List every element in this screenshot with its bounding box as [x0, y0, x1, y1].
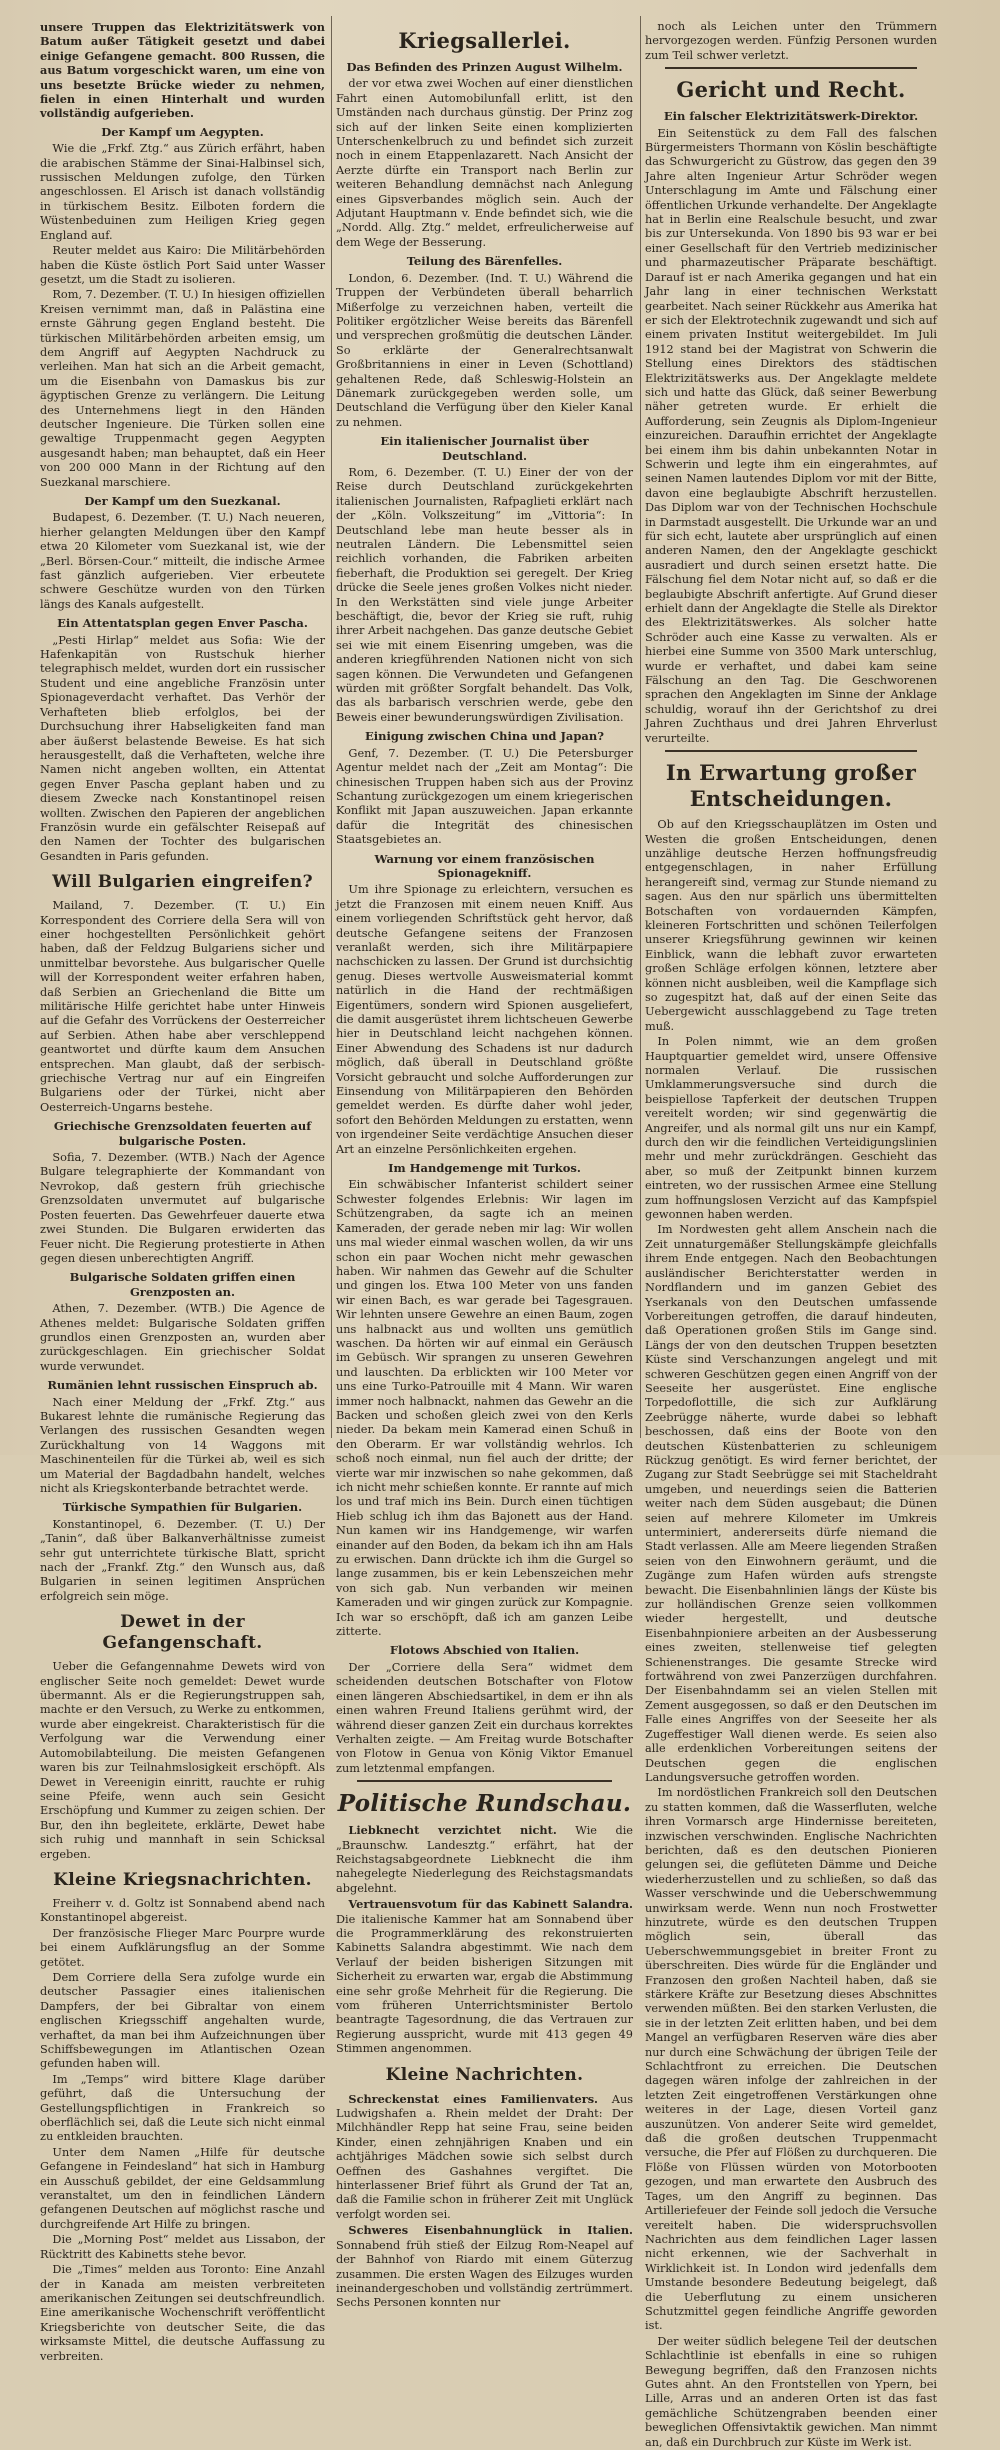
headline: Dewet in der Gefangenschaft. — [102, 1612, 263, 1654]
lead-in: Liebknecht verzichtet nicht. — [348, 1823, 557, 1838]
paragraph: Wie die „Braunschw. Landesztg.“ erfährt, hat der Reichstagsabgeordnete Liebknecht die ihm nahegelegte Niederlegung des Reichstagsmandats abgelehnt. — [336, 1824, 633, 1895]
paragraph: Ob auf den Kriegsschauplätzen im Osten und Westen die großen Entscheidungen, denen unzählige deutsche Herzen hoffnungsfreudig entgegenschlagen, in naher Erfüllung herangereift sind, vermag zur Stunde niemand zu sagen. Aus den nur spärlich uns übermittelten Botschaften von vordauernden Kämpfen, kleineren Fortschritten und schönen Teilerfolgen unserer Kriegsführung gewinnen wir keinen Einblick, wann die lebhaft zuvor erwarteten großen Schläge erfolgen können, letztere aber können nicht ausbleiben, weil die Kampflage sich so zugespitzt hat, daß auf der einen Seite das Uebergewicht ausschlaggebend zu Tage treten muß. — [645, 818, 937, 1033]
article-continuation: noch als Leichen unter den Trümmern hervorgezogen werden. Fünfzig Personen wurden zum Teil schwer verletzt. — [645, 20, 937, 62]
paragraph: Die „Morning Post“ meldet aus Lissabon, der Rücktritt des Kabinetts stehe bevor. — [40, 2233, 325, 2261]
headline: Kleine Kriegsnachrichten. — [53, 1869, 312, 1890]
paragraph: Der weiter südlich belegene Teil der deutschen Schlachtlinie ist ebenfalls in eine so ruhigen Bewegung begriffen, daß den Franzosen nichts Gutes ahnt. An den Frontstellen von Ypern, bei Lille, Arras und an anderen Orten ist das fast gemächliche Schützengraben beenden einer beweglichen Offensivtaktik gewichen. Man nimmt an, daß ein Durchbruch zur Küste im Werk ist. — [645, 2334, 937, 2449]
paragraph: Wie die „Frkf. Ztg.“ aus Zürich erfährt, haben die arabischen Stämme der Sinai-Halbinsel sich, russischen Meldungen zufolge, den Türken angeschlossen. El Arisch ist danach vollständig in türkischem Besitz. Eilboten fordern die Wüstenbeduinen zum Heiligen Krieg gegen England auf. — [40, 142, 325, 242]
paragraph: Im nordöstlichen Frankreich soll den Deutschen zu statten kommen, daß die Wasserfluten, welche ihren Vormarsch arge Hindernisse bereiteten, inzwischen verschwinden. Englische Nachrichten berichten, daß es den deutschen Pionieren gelungen sei, die geflüteten Dämme und Deiche wiederherzustellen und zu schließen, so daß das Wasser verschwinde und die Ueberschwemmung unwirksam werde. Wenn nun noch Frostwetter hinzutrete, würde es den deutschen Truppen möglich sein, überall das Ueberschwemmungsgebiet in breiter Front zu überschreiten. Dies würde für die Engländer und Franzosen den großen Nachteil haben, daß sie stärkere Kräfte zur Besetzung dieses Abschnittes verwenden müßten. Bei den starken Verlusten, die sie in der letzten Zeit erlitten haben, und bei dem Mangel an verfügbaren Reserven wäre dies aber nur durch eine Schwächung der übrigen Teile der Schlachtfront zu erreichen. Die Deutschen dagegen wären infolge der zahlreichen in der letzten Zeit eingetroffenen Verstärkungen ohne weiteres in der Lage, diesen Vorteil ganz auszunützen. Von anderer Seite wird gemeldet, daß die großen deutschen Truppenmacht versuche, die Pfer auf Flößen zu durchqueren. Die Flöße von Flüssen würden von Motorbooten gezogen, und man erwartete den Ausbruch des Tages, um den Angriff zu beginnen. Das Artilleriefeuer der Feinde soll jedoch die Versuche vereitelt haben. Die widerspruchsvollen Nachrichten aus dem feindlichen Lager lassen nicht erkennen, wie der Sachverhalt in Wirklichkeit ist. In London wird jedenfalls dem Umstande besondere Bedeutung beigelegt, daß die Ueberflutung zu einem unsicheren Schutzmittel gegen feindliche Angriffe geworden ist. — [645, 1786, 937, 2333]
headline: Kriegsallerlei. — [398, 28, 571, 53]
paragraph: Genf, 7. Dezember. (T. U.) Die Petersburger Agentur meldet nach der „Zeit am Montag“: Die chinesischen Truppen haben sich aus der Provinz Schantung zurückgezogen um einem kriegerischen Konflikt mit Japan auszuweichen. Japan erkannte dafür die Integrität des chinesischen Staatsgebietes an. — [336, 746, 633, 847]
paragraph: Im Nordwesten geht allem Anschein nach die Zeit unnaturgemäßer Stellungskämpfe gleichfalls ihrem Ende entgegen. Nach den Beobachtungen ausländischer Berichterstatter werden in Nordflandern und im ganzen Gebiet des Yserkanals von den Deutschen umfassende Vorbereitungen getroffen, die darauf hindeuten, daß Operationen großen Stils im Gange sind. Längs der von den deutschen Truppen besetzten Küste sind Verschanzungen angelegt und mit schweren Geschützen gegen einen Angriff von der Seeseite her ausgerüstet. Eine englische Torpedoflottille, die sich zur Aufklärung Zeebrügge näherte, wurde dabei so lebhaft beschossen, daß eins der Boote von den deutschen Küstenbatterien zu schleunigem Rückzug genötigt. Es wird ferner berichtet, der Zugang zur Stadt Seebrügge sei mit Stacheldraht umgeben, und neuerdings seien die Batterien weiter nach dem Süden ausgebaut; die Dünen seien auf mehrere Kilometer im Umkreis unterminiert, andererseits dürfe niemand die Stadt verlassen. Alle am Meere liegenden Straßen seien von den Einwohnern geräumt, und die Zugänge zum Hafen würden aufs strengste bewacht. Die Eisenbahnlinien längs der Küste bis zur holländischen Grenze seien vollkommen wieder hergestellt, und deutsche Eisenbahnpioniere arbeiten an der Ausbesserung eines zweiten, stellenweise tief gelegten Schienenstranges. Die gesamte Strecke wird fortwährend von zwei Panzerzügen durchfahren. Der Eisenbahndamm sei an vielen Stellen mit Zement ausgegossen, so daß er den Deutschen im Falle eines Angriffes von der Seeseite her als Zugeffestiger Wall dienen werde. Es seien also alle erdenklichen Vorbereitungen seitens der Deutschen gegen die englischen Landungsversuche getroffen worden. — [645, 1223, 937, 1784]
paragraph: Die italienische Kammer hat am Sonnabend über die Programmerklärung des rekonstruierten Kabinetts Salandra abgestimmt. Wie nach dem Verlauf der beiden bisherigen Sitzungen mit Sicherheit zu erwarten war, ergab die Abstimmung eine sehr große Mehrheit für die Regierung. Die vom früheren Unterrichtsminister Bertolo beantragte Tagesordnung, die das Vertrauen zur Regierung ausspricht, wurde mit 413 gegen 49 Stimmen angenommen. — [336, 1912, 633, 2056]
paragraph: Ueber die Gefangennahme Dewets wird von englischer Seite noch gemeldet: Dewet wurde übermannt. Als er die Regierungstruppen sah, machte er den Versuch, zu Werke zu entkommen, wurde aber eingekreist. Charakteristisch für die Verfolgung war die Verwendung einer Automobilabteilung. Die meisten Gefangenen waren bis zur Teilnahmslosigkeit erschöpft. Als Dewet in Vereenigin einritt, rauchte er ruhig seine Pfeife, wenn auch sein Gesicht Erschöpfung und Kummer zu zeigen schien. Der Bur, den ihn begleitete, erklärte, Dewet habe sich ruhig und mannhaft in sein Schicksal ergeben. — [40, 1660, 325, 1861]
column-left — [40, 20, 325, 2363]
paragraph: Freiherr v. d. Goltz ist Sonnabend abend nach Konstantinopel abgereist. — [40, 1896, 325, 1925]
divider — [665, 750, 916, 752]
paragraph: Ein Seitenstück zu dem Fall des falschen Bürgermeisters Thormann von Köslin beschäftigte das Schwurgericht zu Güstrow, das gegen den 39 Jahre alten Ingenieur Artur Schröder wegen Unterschlagung im Amte und Fälschung einer öffentlichen Urkunde verhandelte. Der Angeklagte hat in Berlin eine Realschule besucht, und zwar bis zur Untersekunda. Von 1890 bis 93 war er bei einer Gesellschaft für den Vertrieb medizinischer und pharmazeutischer Präparate beschäftigt. Darauf ist er nach Amerika gegangen und hat ein Jahr lang in einer technischen Werkstatt gearbeitet. Nach seiner Rückkehr aus Amerika hat er sich der Elektrotechnik zugewandt und sich auf einem privaten Institut weitergebildet. Im Juli 1912 stand bei der Magistrat von Schwerin die Stellung eines Direktors des städtischen Elektrizitätswerks aus. Der Angeklagte meldete sich und hatte das Glück, daß seiner Bewerbung näher getreten wurde. Er erhielt die Aufforderung, sein Zeugnis als Diplom-Ingenieur einzureichen. Daraufhin errichtet der Angeklagte bei einem ihm bis dahin unbekannten Notar in Schwerin und legte ihm ein eingerahmtes, auf seinen Namen lautendes Diplom vor mit der Bitte, davon eine beglaubigte Abschrift herzustellen. Das Diplom war von der Technischen Hochschule in Darmstadt ausgestellt. Die Urkunde war an und für sich echt, lautete aber ursprünglich auf einen anderen Namen, den der Angeklagte geschickt ausradiert und durch seinen ersetzt hatte. Die Fälschung fiel dem Notar nicht auf, so daß er die beglaubigte Abschrift anfertigte. Auf Grund dieser erhielt dann der Angeklagte die Stelle als Direktor des Elektrizitätswerkes. Als solcher hatte Schröder auch eine Kasse zu verwalten. Als er hierbei eine Summe von 3500 Mark unterschlug, wurde er verhaftet, und dabei kam seine Fälschung an den Tag. Die Geschworenen sprachen den Angeklagten im Sinne der Anklage schuldig, worauf ihn der Gerichtshof zu drei Jahren Zuchthaus und drei Jahren Ehrverlust verurteilte. — [645, 126, 937, 745]
subheading: Ein italienischer Journalist über Deutschland. — [380, 434, 589, 463]
lead-in: Schreckenstat eines Familienvaters. — [348, 2091, 598, 2106]
headline: Politische Rundschau. — [337, 1790, 632, 1818]
paragraph: Der französische Flieger Marc Pourpre wurde bei einem Aufklärungsflug an der Somme getötet. — [40, 1926, 325, 1969]
paragraph: Die „Times“ melden aus Toronto: Eine Anzahl der in Kanada am meisten verbreiteten amerikanischen Zeitungen sei deutschfreundlich. Eine amerikanische Wochenschrift veröffentlicht Kriegsberichte von deutscher Seite, die das wirksamste Mittel, die deutsche Auffassung zu verbreiten. — [40, 2263, 325, 2363]
paragraph: Konstantinopel, 6. Dezember. (T. U.) Der „Tanin“, daß über Balkanverhältnisse zumeist sehr gut unterrichtete türkische Blatt, spricht nach der „Frankf. Ztg.“ den Wunsch aus, daß Bulgarien in seinen legitimen Ansprüchen erfolgreich sein möge. — [40, 1517, 325, 1603]
paragraph: In Polen nimmt, wie an dem großen Hauptquartier gemeldet wird, unsere Offensive normalen Verlauf. Die russischen Umklammerungsversuche sind durch die beispiellose Tapferkeit der deutschen Truppen vereitelt worden; wir sind gegenwärtig die Angreifer, und als normal gilt uns nur ein Kampf, durch den wir die feindlichen Verteidigungslinien mehr und mehr zurückdrängen. Geschieht das aber, so muß der Zeitpunkt binnen kurzem eintreten, wo der russischen Armee eine Stellung zum hoffnungslosen Verzicht auf das Kampfspiel gewonnen haben werden. — [645, 1035, 937, 1222]
article-continuation: unsere Truppen das Elektrizitätswerk von Batum außer Tätigkeit gesetzt und dabei einige Gefangene gemacht. 800 Russen, die aus Batum vorgeschickt waren, um eine von uns besetzte Brücke wieder zu nehmen, fielen in einen Hinterhalt und wurden vollständig aufgerieben. — [40, 20, 325, 121]
column-rule — [331, 16, 332, 1438]
paragraph: Unter dem Namen „Hilfe für deutsche Gefangene in Feindesland“ hat sich in Hamburg ein Ausschuß gebildet, der eine Geldsammlung veranstaltet, um den in feindlichen Ländern gefangenen Deutschen auf möglichst rasche und durchgreifende Art Hilfe zu bringen. — [40, 2145, 325, 2231]
subheading: Ein Attentatsplan gegen Enver Pascha. — [57, 616, 308, 631]
paragraph: Um ihre Spionage zu erleichtern, versuchen es jetzt die Franzosen mit einem neuen Kniff. Aus einem vorliegenden Schriftstück geht hervor, daß deutsche Gefangene seitens der Franzosen veranlaßt werden, sich ihre Militärpapiere nachschicken zu lassen. Der Grund ist durchsichtig genug. Dieses wertvolle Ausweismaterial kommt natürlich in die Hand der rechtmäßigen Eigentümers, sondern wird Spionen ausgeliefert, die damit ausgerüstet ihrem lichtscheuen Gewerbe hier in Deutschland leicht nachgehen können. Einer Abwendung des Schadens ist nur dadurch möglich, daß überall in Deutschland größte Vorsicht gebraucht und solche Aufforderungen zur Einsendung von Militärpapieren den Behörden gemeldet werden. Es dürfte daher wohl jeder, sofort den Behörden Meldungen zu erstatten, wenn von irgendeiner Seite verdächtige Ansuchen dieser Art an einzelne Persönlichkeiten ergehen. — [336, 883, 633, 1156]
paragraph: Ein schwäbischer Infanterist schildert seiner Schwester folgendes Erlebnis: Wir lagen im Schützengraben, da sagte ich an meinen Kameraden, der gerade neben mir lag: Wir wollen uns mal wieder einmal waschen wollen, da wir uns schon ein paar Wochen nicht mehr gewaschen haben. Wir nahmen das Gewehr auf die Schulter und gingen los. Etwa 100 Meter von uns fanden wir einen Bach, es war gerade bei Tagesgrauen. Wir lehnten unsere Gewehre an einen Baum, zogen uns halbnackt aus und wollten uns gemütlich waschen. Da hörten wir auf einmal ein Geräusch im Gebüsch. Wir sprangen zu unseren Gewehren und lauschten. Da erblickten wir 100 Meter vor uns eine Turko-Patrouille mit 4 Mann. Wir waren immer noch halbnackt, nahmen das Gewehr an die Backen und schoßen gleich zwei von den Kerls nieder. Da bekam mein Kamerad einen Schuß in den Oberarm. Er war vollständig wehrlos. Ich schoß noch einmal, nun fiel auch der dritte; der vierte war mir inzwischen so nahe gekommen, daß ich nicht mehr schießen konnte. Er rannte auf mich los und traf mich ins Bein. Durch einen tüchtigen Hieb schlug ich ihm das Bajonett aus der Hand. Nun kamen wir ins Handgemenge, wir warfen einander auf den Boden, da bekam ich ihn am Hals zu erwischen. Dann drückte ich ihm die Gurgel so lange zusammen, bis er kein Lebenszeichen mehr von sich gab. Nun verbanden wir meinen Kameraden und wir gingen zurück zur Kompagnie. Ich war so erschöpft, daß ich am ganzen Leibe zitterte. — [336, 1178, 633, 1639]
column-middle — [336, 20, 634, 2310]
paragraph: Aus Ludwigshafen a. Rhein meldet der Draht: Der Milchhändler Repp hat seine Frau, seine beiden Kinder, einen zehnjährigen Knaben und ein achtjähriges Mädchen sowie sich selbst durch Oeffnen des Gashahnes vergiftet. Die hinterlassener Brief führt als Grund der Tat an, daß die Familie schon in früherer Zeit mit Unglück verfolgt worden sei. — [336, 2092, 634, 2221]
subheading: Der Kampf um den Suezkanal. — [84, 494, 281, 508]
subheading: Der Kampf um Aegypten. — [101, 124, 264, 139]
paragraph: London, 6. Dezember. (Ind. T. U.) Während die Truppen der Verbündeten überall beharrlich Mißerfolge zu verzeichnen haben, verteilt die Politiker ergötzlicher Weise bereits das Bärenfell und versprechen großmütig die deutschen Länder. So erklärte der Generalrechtsanwalt Großbritanniens in einer in Leven (Schottland) gehaltenen Rede, daß Schleswig-Holstein an Dänemark zurückgegeben werden solle, um Deutschland die Verfügung über den Kieler Kanal zu nehmen. — [336, 271, 633, 429]
paragraph: der vor etwa zwei Wochen auf einer dienstlichen Fahrt einen Automobilunfall erlitt, ist den Umständen nach durchaus günstig. Der Prinz zog sich auf der linken Seite einen komplizierten Unterschenkelbruch zu und befindet sich zurzeit noch in einem Etappenlazarett. Nach Ansicht der Aerzte dürfte ein Transport nach Berlin zur weiteren Behandlung demnächst nach Anlegung eines Gipsverbandes möglich sein. Auch der Adjutant Hauptmann v. Ende befindet sich, wie die „Nordd. Allg. Ztg.“ meldet, erfreulicherweise auf dem Wege der Besserung. — [336, 77, 633, 249]
subheading: Ein falscher Elektrizitätswerk-Direktor. — [663, 109, 919, 124]
paragraph: Nach einer Meldung der „Frkf. Ztg.“ aus Bukarest lehnte die rumänische Regierung das Verlangen des russischen Gesandten wegen Zurückhaltung von 14 Waggons mit Maschinenteilen für die Türkei ab, weil es sich um Material der Bagdadbahn handelt, welches nicht als Kriegskonterbande betrachtet werde. — [40, 1395, 325, 1495]
headline: In Erwartung großer Entscheidungen. — [665, 760, 917, 812]
paragraph: Sofia, 7. Dezember. (WTB.) Nach der Agence Bulgare telegraphierte der Kommandant von Nevrokop, daß gestern früh griechische Grenzsoldaten unvermutet auf bulgarische Posten feuerten. Das Gewehrfeuer dauerte etwa zwei Stunden. Die Bulgaren erwiderten das Feuer nicht. Die Regierung protestierte in Athen gegen diesen unberechtigten Angriff. — [40, 1151, 325, 1265]
subheading: Bulgarische Soldaten griffen einen Grenzposten an. — [69, 1270, 296, 1299]
paragraph: Sonnabend früh stieß der Eilzug Rom-Neapel auf der Bahnhof von Riardo mit einem Güterzug zusammen. Die ersten Wagen des Eilzuges wurden ineinandergeschoben und vollständig zertrümmert. Sechs Personen konnten nur — [336, 2238, 633, 2310]
subheading: Türkische Sympathien für Bulgarien. — [62, 1500, 303, 1515]
paragraph: Dem Corriere della Sera zufolge wurde ein deutscher Passagier eines italienischen Dampfers, der bei Gibraltar von einem englischen Kriegsschiff angehalten wurde, verhaftet, da man bei ihm Aufzeichnungen über Schiffsbewegungen im Atlantischen Ozean gefunden haben will. — [40, 1970, 325, 2071]
paragraph: Rom, 7. Dezember. (T. U.) In hiesigen offiziellen Kreisen vernimmt man, daß in Palästina eine ernste Gährung gegen England besteht. Die türkischen Militärbehörden arbeiten emsig, um dem Angriff auf Aegypten Nachdruck zu verleihen. Man hat sich an die Arbeit gemacht, um die Eisenbahn von Damaskus bis zur ägyptischen Grenze zu verlängern. Die Leitung des Unternehmens liegt in den Händen deutscher Ingenieure. Die Türken sollen eine gewaltige Truppenmacht gegen Aegypten ausgesandt haben; man behauptet, daß ein Heer von 200 000 Mann in der Richtung auf den Suezkanal marschiere. — [40, 288, 325, 489]
subheading: Das Befinden des Prinzen August Wilhelm. — [346, 60, 623, 74]
subheading: Einigung zwischen China und Japan? — [365, 729, 604, 744]
headline: Gericht und Recht. — [676, 77, 906, 103]
subheading: Warnung vor einem französischen Spionagekniff. — [374, 851, 595, 880]
divider — [665, 67, 916, 69]
paragraph: Rom, 6. Dezember. (T. U.) Einer der von der Reise durch Deutschland zurückgekehrten italienischen Journalisten, Rafpaglieti erklärt nach der „Köln. Volkszeitung“ im „Vittoria“: In Deutschland lebe man heute besser als in neutralen Ländern. Die Lebensmittel seien reichlich vorhanden, die Fabriken arbeiten fieberhaft, die Produktion sei geregelt. Der Krieg drücke die Seele jenes großen Volkes nicht nieder. In den Werkstätten sind viele junge Arbeiter beschäftigt, die, bevor der Krieg sie ruft, ruhig ihrer Arbeit nachgehen. Das ganze deutsche Gebiet sei wie mit einem Eisenring umgeben, was die anderen kriegführenden Nationen nicht von sich sagen können. Die Verwundeten und Gefangenen würden mit größter Sorgfalt behandelt. Das Volk, das als barbarisch verschrien werde, gebe den Beweis einer bewunderungswürdigen Zivilisation. — [336, 465, 633, 724]
subheading: Rumänien lehnt russischen Einspruch ab. — [47, 1378, 318, 1393]
divider — [357, 1780, 612, 1782]
lead-in: Schweres Eisenbahnunglück in Italien. — [348, 2223, 633, 2238]
subheading: Im Handgemenge mit Turkos. — [388, 1161, 581, 1176]
paragraph: Reuter meldet aus Kairo: Die Militärbehörden haben die Küste östlich Port Said unter Wasser gesetzt, um die Stadt zu isolieren. — [40, 244, 325, 286]
paragraph: Budapest, 6. Dezember. (T. U.) Nach neueren, hierher gelangten Meldungen über den Kampf etwa 20 Kilometer vom Suezkanal ist, wie der „Berl. Börsen-Cour.“ mitteilt, die indische Armee fast gänzlich aufgerieben. Vier erbeutete schwere Geschütze wurden von den Türken längs des Kanals aufgestellt. — [40, 511, 325, 611]
paragraph: Mailand, 7. Dezember. (T. U.) Ein Korrespondent des Corriere della Sera will von einer hochgestellten Persönlichkeit gehört haben, daß der Feldzug Bulgariens sicher und unmittelbar bevorstehe. Aus bulgarischer Quelle will der Korrespondent weiter erfahren haben, daß Serbien an Griechenland die Bitte um militärische Hilfe gerichtet habe unter Hinweis auf die Gefahr des Vorrückens der Oesterreicher auf Serbien. Athen habe aber verschleppend geantwortet und dürfte kaum dem Ansuchen entsprechen. Man glaubt, daß der serbisch-griechische Vertrag nur auf ein Eingreifen Bulgariens oder der Türkei, nicht aber Oesterreich-Ungarns bestehe. — [40, 899, 325, 1114]
headline: Kleine Nachrichten. — [385, 2064, 584, 2085]
paragraph: Der „Corriere della Sera“ widmet dem scheidenden deutschen Botschafter von Flotow einen längeren Abschiedsartikel, in dem er ihn als einen wahren Freund Italiens gerühmt wird, der während dieser ganzen Zeit ein durchaus korrektes Verhalten zeigte. — Am Freitag wurde Botschafter von Flotow in Genua von König Viktor Emanuel zum letztenmal empfangen. — [336, 1660, 633, 1775]
paragraph: „Pesti Hirlap“ meldet aus Sofia: Wie der Hafenkapitän von Rustschuk hierher telegraphisch meldet, wurden dort ein russischer Student und eine angebliche Französin unter Spionageverdacht verhaftet. Das Verhör der Verhafteten blieb erfolglos, bei der Durchsuchung ihrer Habseligkeiten fand man aber äußerst belastende Beweise. Es hat sich herausgestellt, daß die Verhafteten, welche ihre Namen nicht angeben wollten, ein Attentat gegen Enver Pascha geplant haben und zu diesem Zwecke nach Konstantinopel reisen wollten. Zwischen den Papieren der angeblichen Französin wurde ein gefälschter Reisepaß auf den Namen der Tochter des bulgarischen Gesandten in Paris gefunden. — [40, 633, 325, 863]
column-rule — [640, 16, 641, 1438]
subheading: Griechische Grenzsoldaten feuerten auf bulgarische Posten. — [53, 1119, 312, 1148]
column-right — [645, 20, 937, 2449]
paragraph: Im „Temps“ wird bittere Klage darüber geführt, daß die Untersuchung der Gestellungspflichtigen in Frankreich so oberflächlich sei, daß die Leute sich nicht einmal zu entkleiden brauchten. — [40, 2072, 325, 2144]
headline: Will Bulgarien eingreifen? — [52, 872, 313, 893]
subheading: Flotows Abschied von Italien. — [389, 1643, 580, 1658]
paragraph: Athen, 7. Dezember. (WTB.) Die Agence de Athenes meldet: Bulgarische Soldaten griffen grundlos einen Grenzposten an, wurden aber zurückgeschlagen. Ein griechischer Soldat wurde verwundet. — [40, 1302, 325, 1373]
lead-in: Vertrauensvotum für das Kabinett Salandra. — [348, 1897, 633, 1912]
subheading: Teilung des Bärenfelles. — [406, 254, 563, 269]
